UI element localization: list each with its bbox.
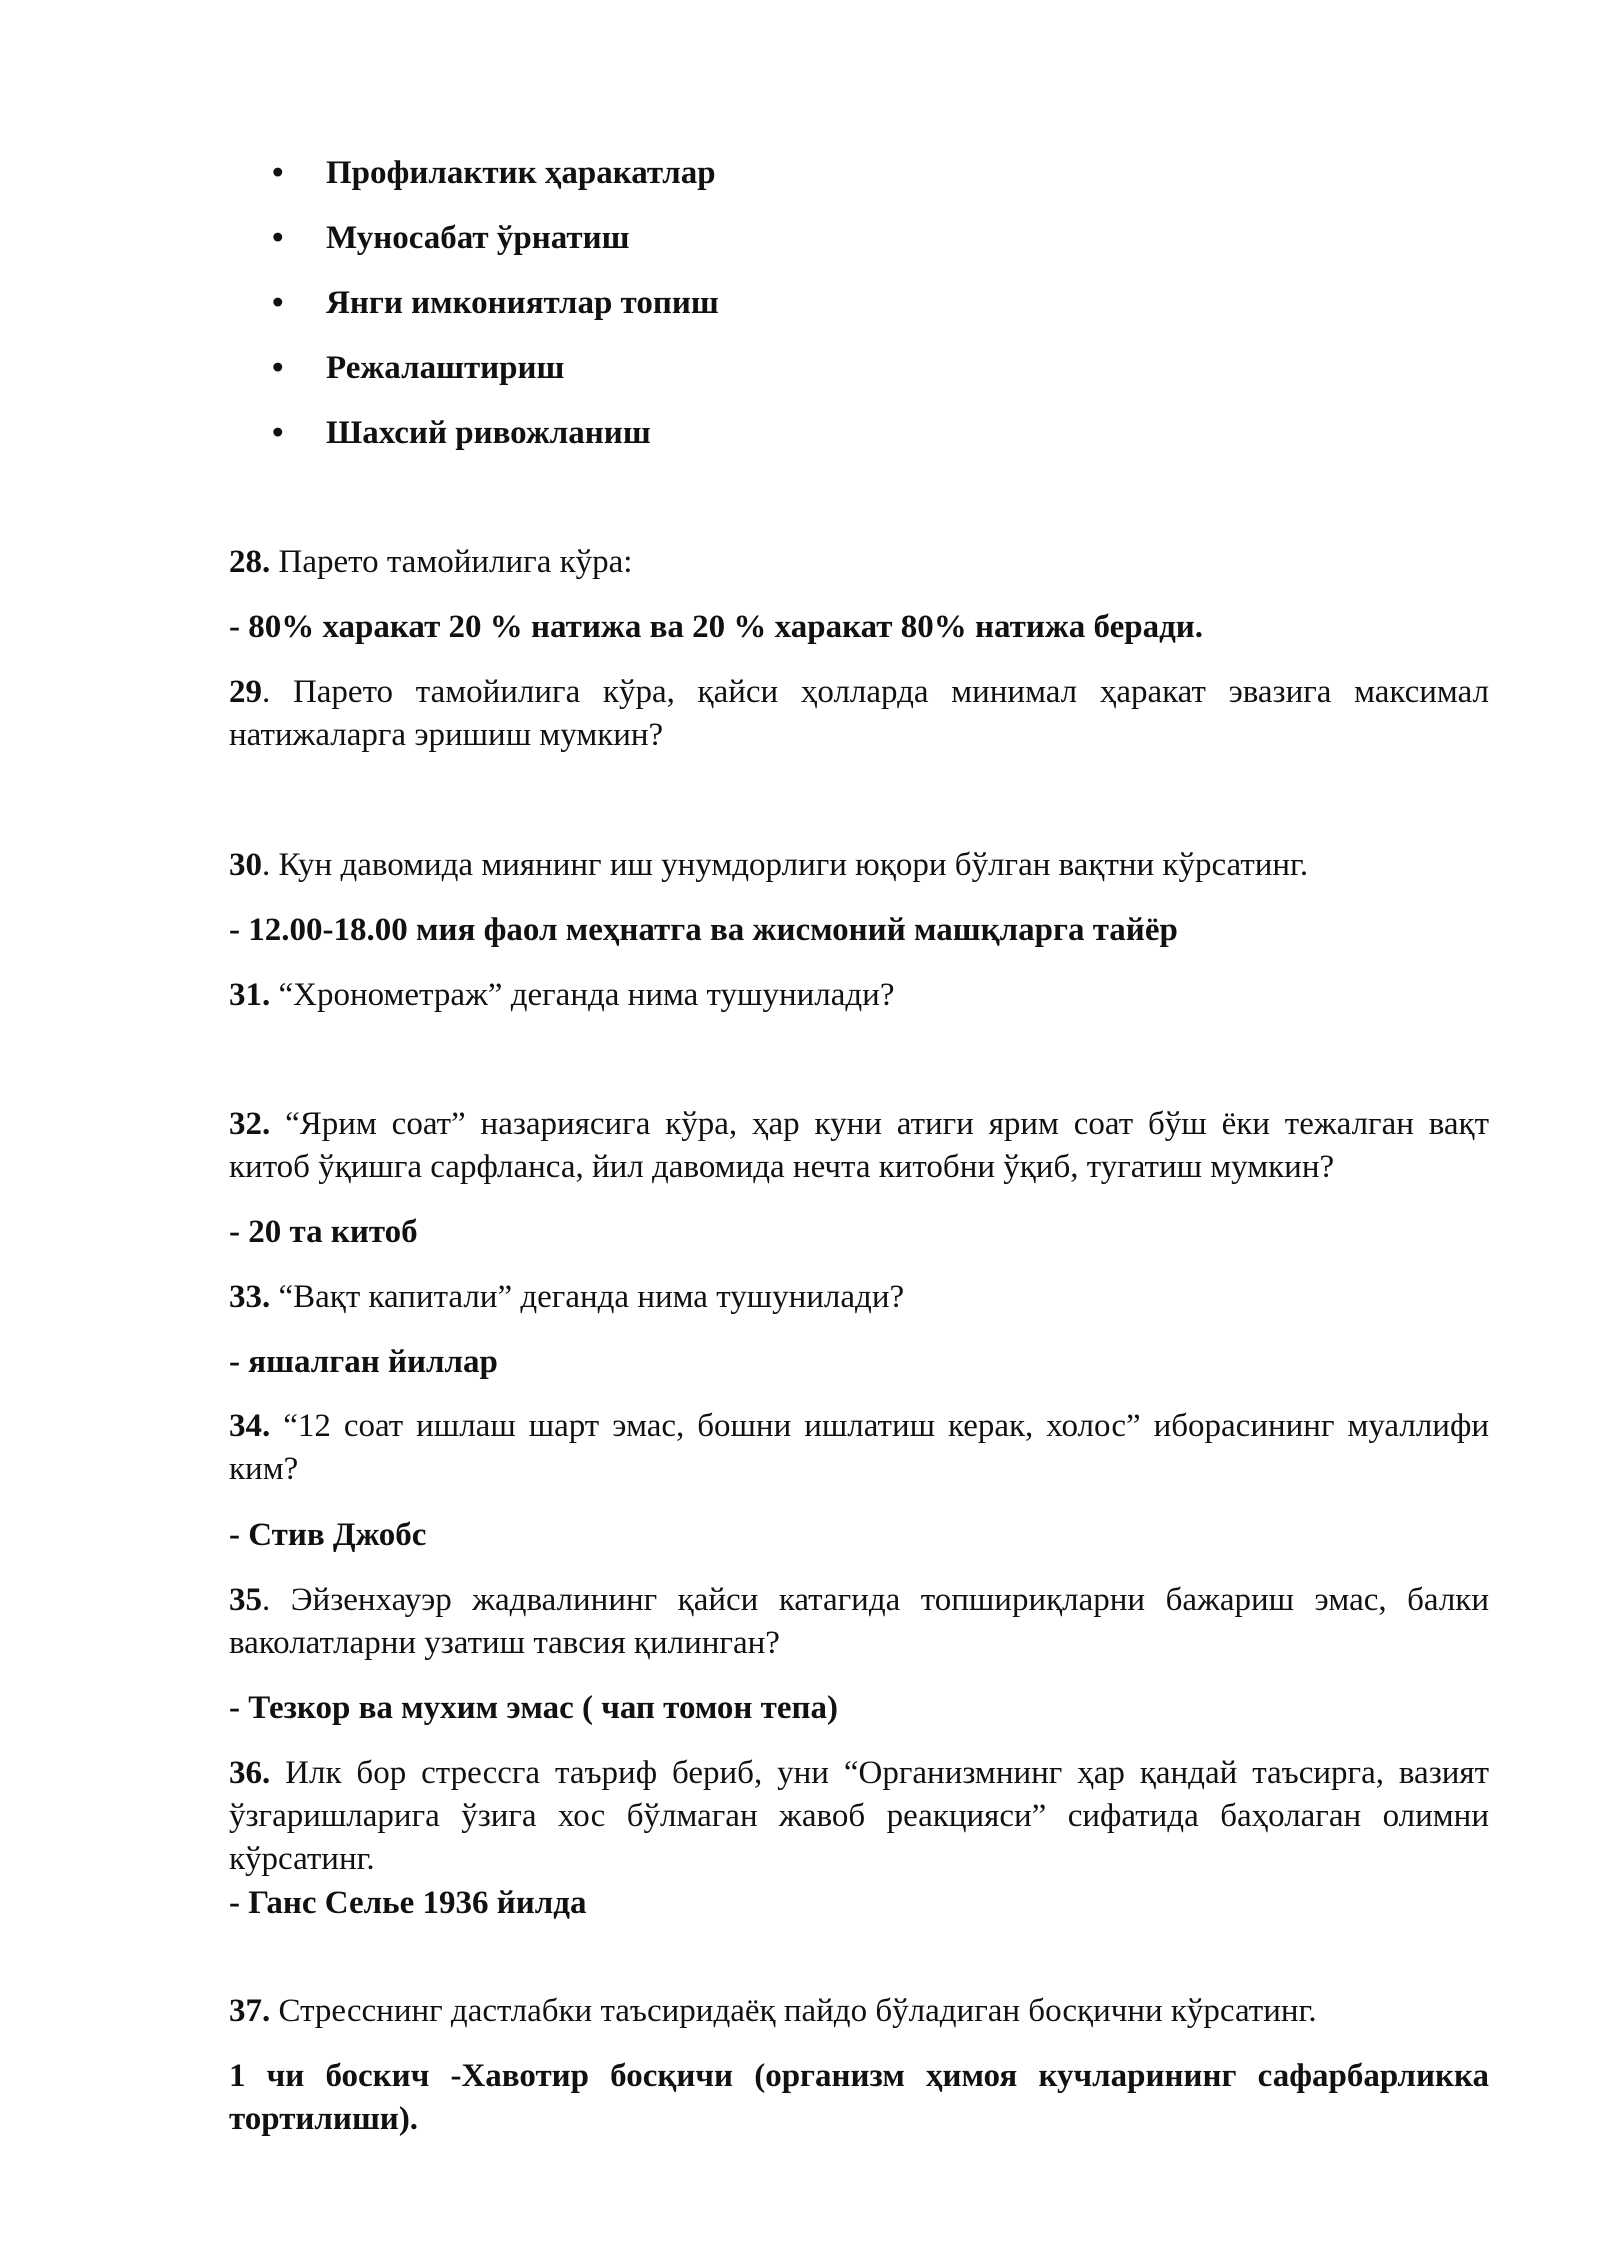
bullet-icon: • xyxy=(272,220,284,256)
question-29: 29. Парето тамойилига кўра, қайси ҳолларда минимал ҳаракат эвазига максимал натижаларга эришиш мумкин? xyxy=(229,674,1489,753)
question-30: 30. Кун давомида миянинг иш унумдорлиги юқори бўлган вақтни кўрсатинг. xyxy=(229,847,1309,883)
answer-28: - 80% харакат 20 % натижа ва 20 % харакат 80% натижа беради. xyxy=(229,609,1204,645)
bullet-icon: • xyxy=(272,415,284,451)
question-37: 37. Стресснинг дастлабки таъсиридаёқ пайдо бўладиган босқични кўрсатинг. xyxy=(229,1993,1317,2029)
answer-34: - Стив Джобс xyxy=(229,1517,427,1553)
question-35: 35. Эйзенхауэр жадвалининг қайси катагида топшириқларни бажариш эмас, балки ваколатларни узатиш тавсия қилинган? xyxy=(229,1582,1489,1661)
question-36: 36. Илк бор стрессга таъриф бериб, уни “Организмнинг ҳар қандай таъсирга, вазият ўзгаришларига ўзига хос бўлмаган жавоб реакцияси” сифатида баҳолаган олимни кўрсатинг. xyxy=(229,1755,1489,1877)
answer-35: - Тезкор ва мухим эмас ( чап томон тепа) xyxy=(229,1690,838,1726)
answer-32: - 20 та китоб xyxy=(229,1214,418,1250)
question-34: 34. “12 соат ишлаш шарт эмас, бошни ишлатиш керак, холос” иборасининг муаллифи ким? xyxy=(229,1408,1489,1487)
question-28: 28. Парето тамойилига кўра: xyxy=(229,544,633,580)
answer-30: - 12.00-18.00 мия фаол меҳнатга ва жисмоний машқларга тайёр xyxy=(229,912,1178,948)
answer-33: - яшалган йиллар xyxy=(229,1344,498,1380)
answer-36: - Ганс Селье 1936 йилда xyxy=(229,1885,587,1921)
bullet-icon: • xyxy=(272,155,284,191)
question-32: 32. “Ярим соат” назариясига кўра, ҳар куни атиги ярим соат бўш ёки тежалган вақт китоб ўқишга сарфланса, йил давомида нечта китобни ўқиб, тугатиш мумкин? xyxy=(229,1106,1489,1185)
bullet-icon: • xyxy=(272,350,284,386)
question-33: 33. “Вақт капитали” деганда нима тушунилади? xyxy=(229,1279,905,1315)
question-31: 31. “Хронометраж” деганда нима тушунилади? xyxy=(229,977,895,1013)
document-page: • Профилактик ҳаракатлар • Муносабат ўрнатиш • Янги имкониятлар топиш • Режалаштириш • Шахсий ривожланиш 28. Парето тамойилига кўра: - 80% харакат 20 % натижа ва 20 % харакат 80% натижа беради. 29. Парето тамойилига кўра, қайси ҳолларда минимал ҳаракат эвазига максимал натижаларга эришиш мумкин? 30. Кун давомида миянинг иш унумдорлиги юқори бўлган вақтни кўрсатинг. - 12.00-18.00 мия фаол меҳнатга ва жисмоний машқларга тайёр 31. “Хронометраж” деганда нима тушунилади? 32. “Ярим соат” назариясига кўра, ҳар куни атиги ярим соат бўш ёки тежалган вақт китоб ўқишга сарфланса, йил давомида нечта китобни ўқиб, тугатиш мумкин? - 20 та китоб 33. “Вақт капитали” деганда нима тушунилади? - яшалган йиллар 34. “12 соат ишлаш шарт эмас, бошни ишлатиш керак, холос” иборасининг муаллифи ким? - Стив Джобс 35. Эйзенхауэр жадвалининг қайси катагида топшириқларни бажариш эмас, балки ваколатларни узатиш тавсия қилинган? - Тезкор ва мухим эмас ( чап томон тепа) 36. Илк бор стрессга таъриф бериб, уни “Организмнинг ҳар қандай таъсирга, вазият ўзгаришларига ўзига хос бўлмаган жавоб реакцияси” сифатида баҳолаган олимни кўрсатинг. - Ганс Селье 1936 йилда 37. Стресснинг дастлабки таъсиридаёқ пайдо бўладиган босқични кўрсатинг. 1 чи боскич -Хавотир босқичи (организм ҳимоя кучларининг сафарбарликка тортилиши). xyxy=(0,0,1600,2262)
answer-37: 1 чи боскич -Хавотир босқичи (организм ҳимоя кучларининг сафарбарликка тортилиши). xyxy=(229,2058,1489,2137)
bullet-icon: • xyxy=(272,285,284,321)
